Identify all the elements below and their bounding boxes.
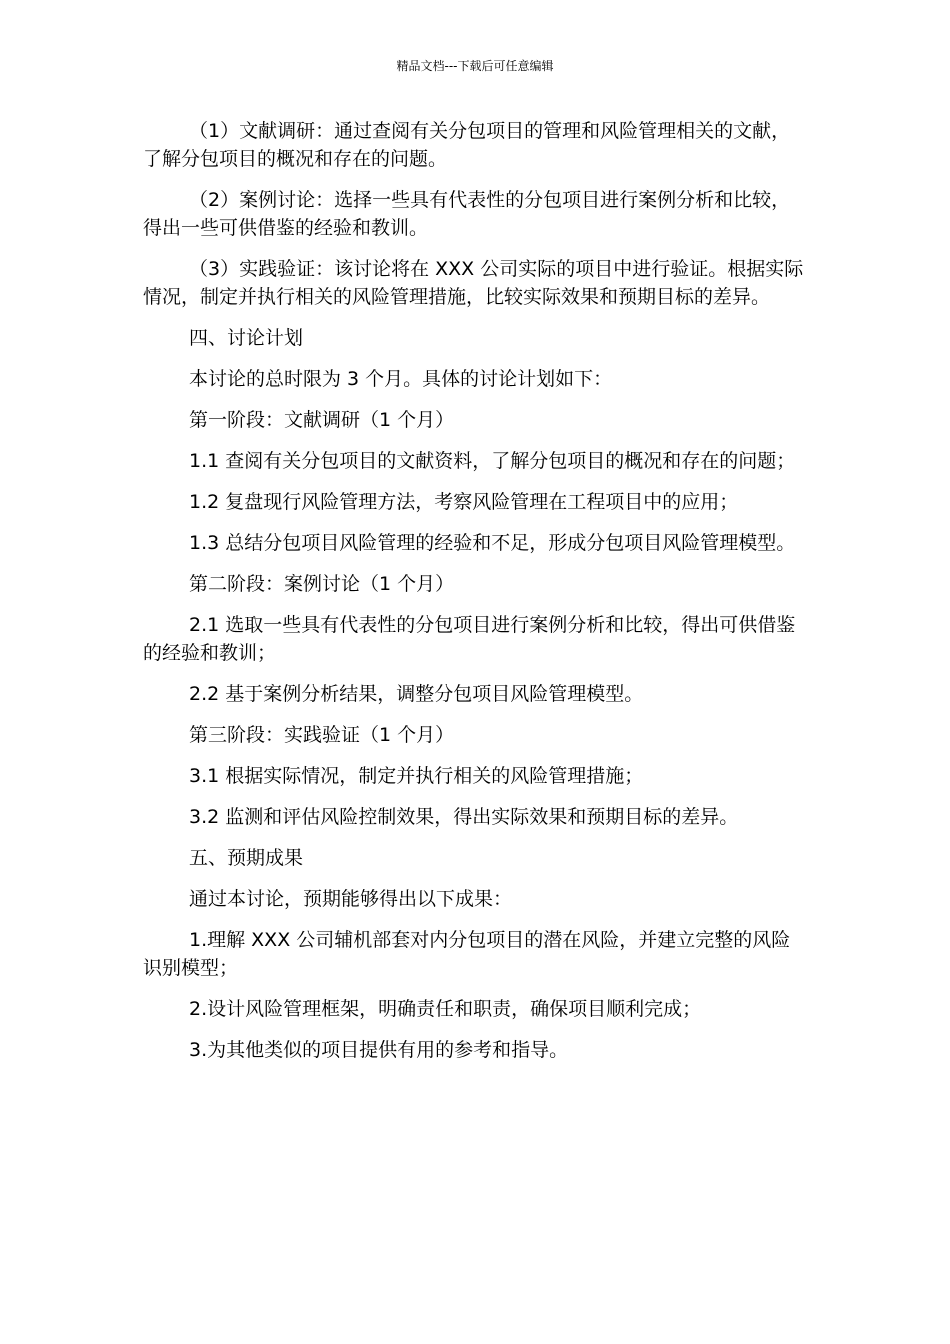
result-item-3: 3.为其他类似的项目提供有用的参考和指导。 — [189, 1039, 569, 1061]
stage-three-heading: 第三阶段：实践验证（1 个月） — [189, 724, 455, 746]
list-item-1-3: 1.3 总结分包项目风险管理的经验和不足，形成分包项目风险管理模型。 — [189, 532, 796, 554]
paragraph-plan-intro: 本讨论的总时限为 3 个月。具体的讨论计划如下： — [189, 368, 613, 390]
stage-one-heading: 第一阶段：文献调研（1 个月） — [189, 409, 455, 431]
list-item-2-1: 2.1 选取一些具有代表性的分包项目进行案例分析和比较，得出可供借鉴的经验和教训； — [143, 614, 796, 664]
list-item-3-1: 3.1 根据实际情况，制定并执行相关的风险管理措施； — [189, 765, 644, 787]
paragraph-results-intro: 通过本讨论，预期能够得出以下成果： — [189, 888, 513, 910]
paragraph-practice-verification: （3）实践验证：该讨论将在 XXX 公司实际的项目中进行验证。根据实际情况，制定并执行相关的风险管理措施，比较实际效果和预期目标的差异。 — [143, 258, 804, 308]
list-item-1-1: 1.1 查阅有关分包项目的文献资料，了解分包项目的概况和存在的问题； — [189, 450, 796, 472]
list-item-2-2: 2.2 基于案例分析结果，调整分包项目风险管理模型。 — [189, 683, 644, 705]
result-item-2: 2.设计风险管理框架，明确责任和职责，确保项目顺利完成； — [189, 998, 702, 1020]
result-item-1: 1.理解 XXX 公司辅机部套对内分包项目的潜在风险，并建立完整的风险识别模型； — [143, 929, 791, 979]
section-heading-plan: 四、讨论计划 — [189, 327, 304, 349]
list-item-1-2: 1.2 复盘现行风险管理方法，考察风险管理在工程项目中的应用； — [189, 491, 739, 513]
paragraph-case-discussion: （2）案例讨论：选择一些具有代表性的分包项目进行案例分析和比较，得出一些可供借鉴的经验和教训。 — [143, 189, 791, 239]
list-item-3-2: 3.2 监测和评估风险控制效果，得出实际效果和预期目标的差异。 — [189, 806, 739, 828]
paragraph-literature-research: （1）文献调研：通过查阅有关分包项目的管理和风险管理相关的文献，了解分包项目的概况和存在的问题。 — [143, 120, 791, 170]
stage-two-heading: 第二阶段：案例讨论（1 个月） — [189, 573, 455, 595]
section-heading-results: 五、预期成果 — [189, 847, 304, 869]
page-header: 精品文档---下载后可任意编辑 — [396, 59, 554, 73]
document-body — [143, 117, 808, 1077]
